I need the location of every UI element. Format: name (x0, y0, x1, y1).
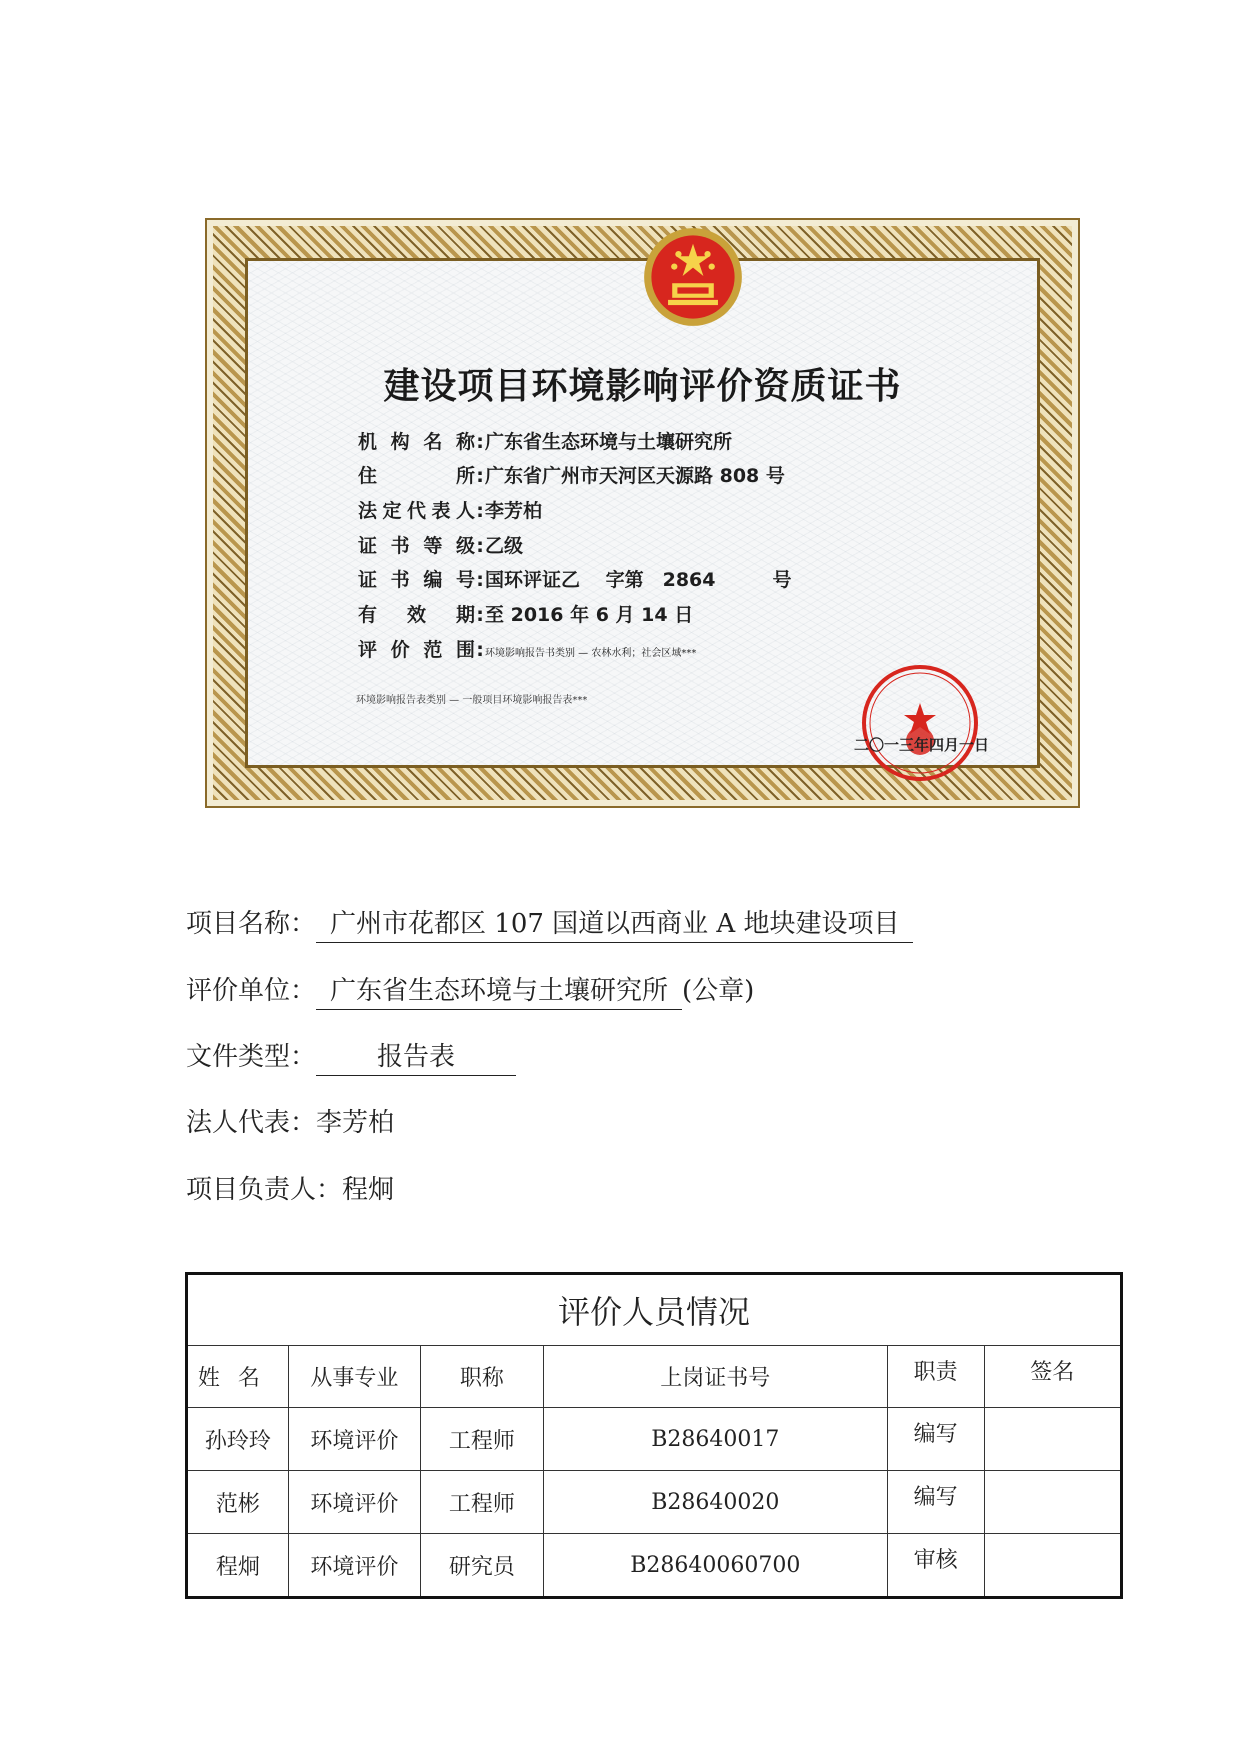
header-title: 职称 (421, 1346, 544, 1408)
cell-signature (984, 1408, 1122, 1471)
eval-unit-label: 评价单位： (186, 976, 317, 1006)
header-signature: 签名 (984, 1346, 1122, 1408)
table-row (187, 1471, 1122, 1534)
file-type-line (186, 1036, 516, 1076)
official-seal-icon (860, 663, 980, 783)
cell-specialty: 环境评价 (288, 1534, 420, 1598)
cell-specialty: 环境评价 (288, 1471, 420, 1534)
cell-signature (984, 1471, 1122, 1534)
table-row (187, 1534, 1122, 1598)
table-row (187, 1408, 1122, 1471)
project-name-value: 广州市花都区 107 国道以西商业 A 地块建设项目 (316, 910, 913, 943)
header-name: 姓名 (187, 1346, 289, 1408)
eval-unit-suffix: (公章) (682, 976, 755, 1006)
qualification-certificate (205, 218, 1080, 808)
cell-duty: 审核 (887, 1534, 984, 1598)
cell-cert-no: B28640017 (543, 1408, 887, 1471)
header-duty: 职责 (887, 1346, 984, 1408)
cell-title: 研究员 (421, 1534, 544, 1598)
project-name-label: 项目名称： (186, 909, 317, 939)
cell-cert-no: B28640020 (543, 1471, 887, 1534)
cert-field-legal-rep: 法定代表人:李芳柏 (358, 500, 543, 522)
cell-signature (984, 1534, 1122, 1598)
cell-specialty: 环境评价 (288, 1408, 420, 1471)
cert-issue-date: 二〇一三年四月一日 (854, 736, 990, 754)
file-type-label: 文件类型： (186, 1042, 317, 1072)
header-specialty: 从事专业 (288, 1346, 420, 1408)
cert-scope-line-2: 环境影响报告表类别 — 一般项目环境影响报告表*** (356, 695, 588, 706)
table-header-row (187, 1346, 1122, 1408)
eval-unit-value: 广东省生态环境与土壤研究所 (316, 977, 682, 1010)
cert-field-address: 住所:广东省广州市天河区天源路 808 号 (358, 465, 785, 487)
cell-duty: 编写 (887, 1408, 984, 1471)
cert-field-scope: 评价范围:环境影响报告书类别 — 农林水利；社会区域*** (358, 639, 697, 661)
cell-name: 孙玲玲 (187, 1408, 289, 1471)
project-name-line (186, 903, 913, 943)
cell-title: 工程师 (421, 1408, 544, 1471)
cert-field-validity: 有效期:至 2016 年 6 月 14 日 (358, 604, 694, 626)
cert-field-org-name: 机构名称:广东省生态环境与土壤研究所 (358, 431, 733, 453)
certificate-title: 建设项目环境影响评价资质证书 (383, 366, 902, 407)
eval-unit-line (186, 970, 754, 1010)
header-cert-no: 上岗证书号 (543, 1346, 887, 1408)
cert-field-grade: 证书等级:乙级 (358, 535, 524, 557)
cell-title: 工程师 (421, 1471, 544, 1534)
staff-table (185, 1272, 1123, 1599)
cell-name: 范彬 (187, 1471, 289, 1534)
cert-field-number: 证书编号:国环评证乙 字第 2864 号 (358, 569, 792, 591)
certificate-body (245, 258, 1040, 768)
legal-rep-line: 法人代表：李芳柏 (186, 1108, 395, 1138)
project-lead-line: 项目负责人：程炯 (186, 1175, 395, 1205)
cell-cert-no: B28640060700 (543, 1534, 887, 1598)
cell-name: 程炯 (187, 1534, 289, 1598)
cell-duty: 编写 (887, 1471, 984, 1534)
file-type-value: 报告表 (316, 1043, 516, 1076)
national-emblem-icon (641, 225, 745, 329)
staff-table-caption: 评价人员情况 (187, 1274, 1122, 1346)
